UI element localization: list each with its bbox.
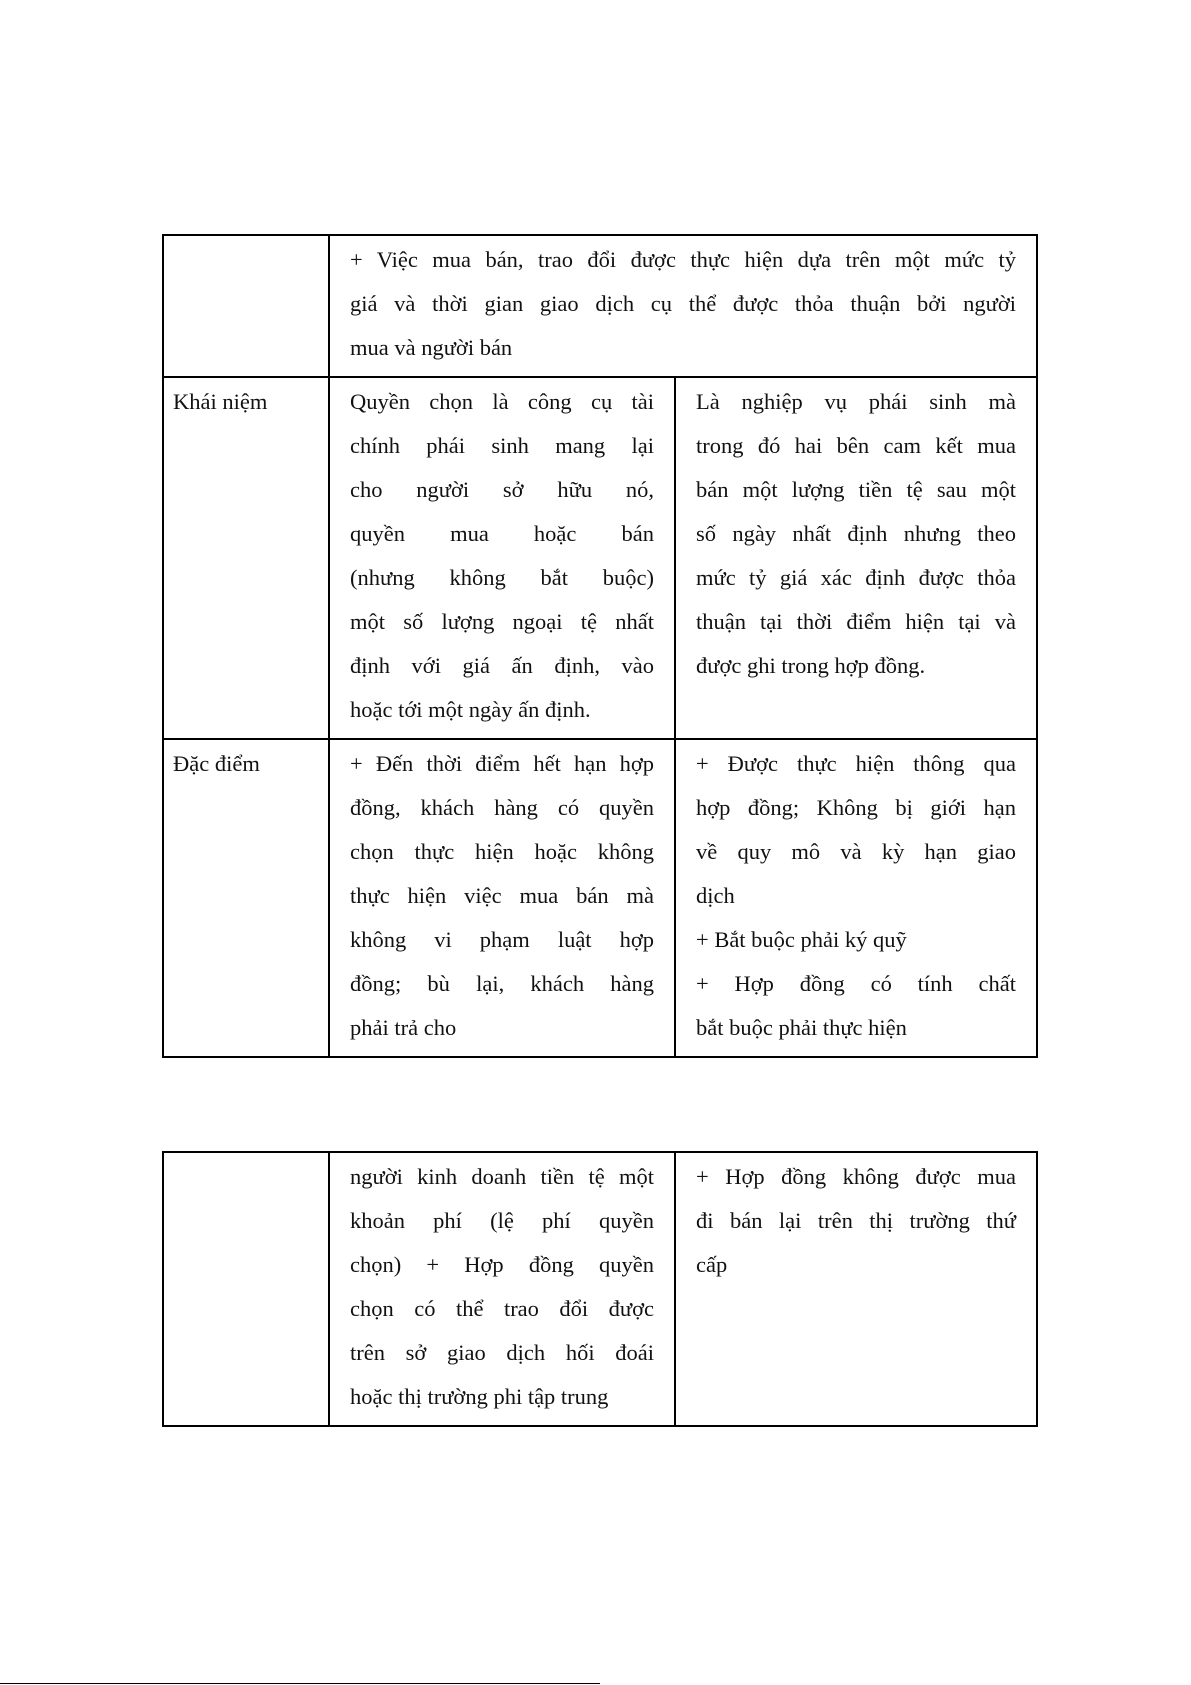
page-bottom-rule [0,1683,600,1684]
row-label-features: Đặc điểm [163,739,329,1057]
text-line: dịch [696,883,735,908]
text-line: chọn có thể trao đổi được [350,1296,654,1321]
text-line: trong đó hai bên cam kết mua [696,433,1016,458]
option-features-cell [329,739,675,1057]
text-line: quyền mua hoặc bán [350,521,654,546]
text-line: đồng; bù lại, khách hàng [350,971,654,996]
text-line: mức tỷ giá xác định được thỏa [696,565,1016,590]
row-label-concept: Khái niệm [163,377,329,739]
text-line: chọn thực hiện hoặc không [350,839,654,864]
table-row-features [163,739,1037,1057]
text-line: chọn) + Hợp đồng quyền [350,1252,654,1277]
text-line: hoặc thị trường phi tập trung [350,1384,609,1409]
text-line: cấp [696,1252,728,1277]
comparison-table-top [162,234,1038,1058]
text-line: + Đến thời điểm hết hạn hợp [350,751,654,776]
intro-line: giá và thời gian giao dịch cụ thể được thỏa thuận bởi người [350,291,1016,316]
text-line: chính phái sinh mang lại [350,433,654,458]
text-line: phải trả cho [350,1015,457,1040]
table-row-intro [163,235,1037,377]
text-line: định với giá ấn định, vào [350,653,654,678]
option-concept-cell [329,377,675,739]
text-line: bắt buộc phải thực hiện [696,1015,907,1040]
text-line: về quy mô và kỳ hạn giao [696,839,1016,864]
text-line: thuận tại thời điểm hiện tại và [696,609,1016,634]
text-line: trên sở giao dịch hối đoái [350,1340,654,1365]
text-line: + Hợp đồng không được mua [696,1164,1016,1189]
text-line: được ghi trong hợp đồng. [696,653,926,678]
text-line: khoản phí (lệ phí quyền [350,1208,654,1233]
text-line: Quyền chọn là công cụ tài [350,389,654,414]
option-continued-cell [329,1152,675,1426]
text-line: đồng, khách hàng có quyền [350,795,654,820]
row-label-empty [163,1152,329,1426]
text-line: đi bán lại trên thị trường thứ [696,1208,1016,1233]
row-label-empty [163,235,329,377]
text-line: người kinh doanh tiền tệ một [350,1164,654,1189]
forward-concept-cell [675,377,1037,739]
text-line: + Hợp đồng có tính chất [696,971,1016,996]
comparison-table-continued [162,1151,1038,1427]
text-line: không vi phạm luật hợp [350,927,654,952]
text-line: (nhưng không bắt buộc) [350,565,654,590]
text-line: hoặc tới một ngày ấn định. [350,697,591,722]
text-line: số ngày nhất định nhưng theo [696,521,1016,546]
forward-continued-cell [675,1152,1037,1426]
intro-line: mua và người bán [350,335,513,360]
text-line: cho người sở hữu nó, [350,477,654,502]
text-line: thực hiện việc mua bán mà [350,883,654,908]
table-row-continued [163,1152,1037,1426]
intro-line: + Việc mua bán, trao đổi được thực hiện dựa trên một mức tỷ [350,247,1016,272]
text-line: một số lượng ngoại tệ nhất [350,609,654,634]
text-line: bán một lượng tiền tệ sau một [696,477,1016,502]
text-line: hợp đồng; Không bị giới hạn [696,795,1016,820]
table-row-concept [163,377,1037,739]
intro-text-cell [329,235,1037,377]
forward-features-cell [675,739,1037,1057]
text-line: Là nghiệp vụ phái sinh mà [696,389,1016,414]
text-line: + Được thực hiện thông qua [696,751,1016,776]
text-line: + Bắt buộc phải ký quỹ [696,927,907,952]
